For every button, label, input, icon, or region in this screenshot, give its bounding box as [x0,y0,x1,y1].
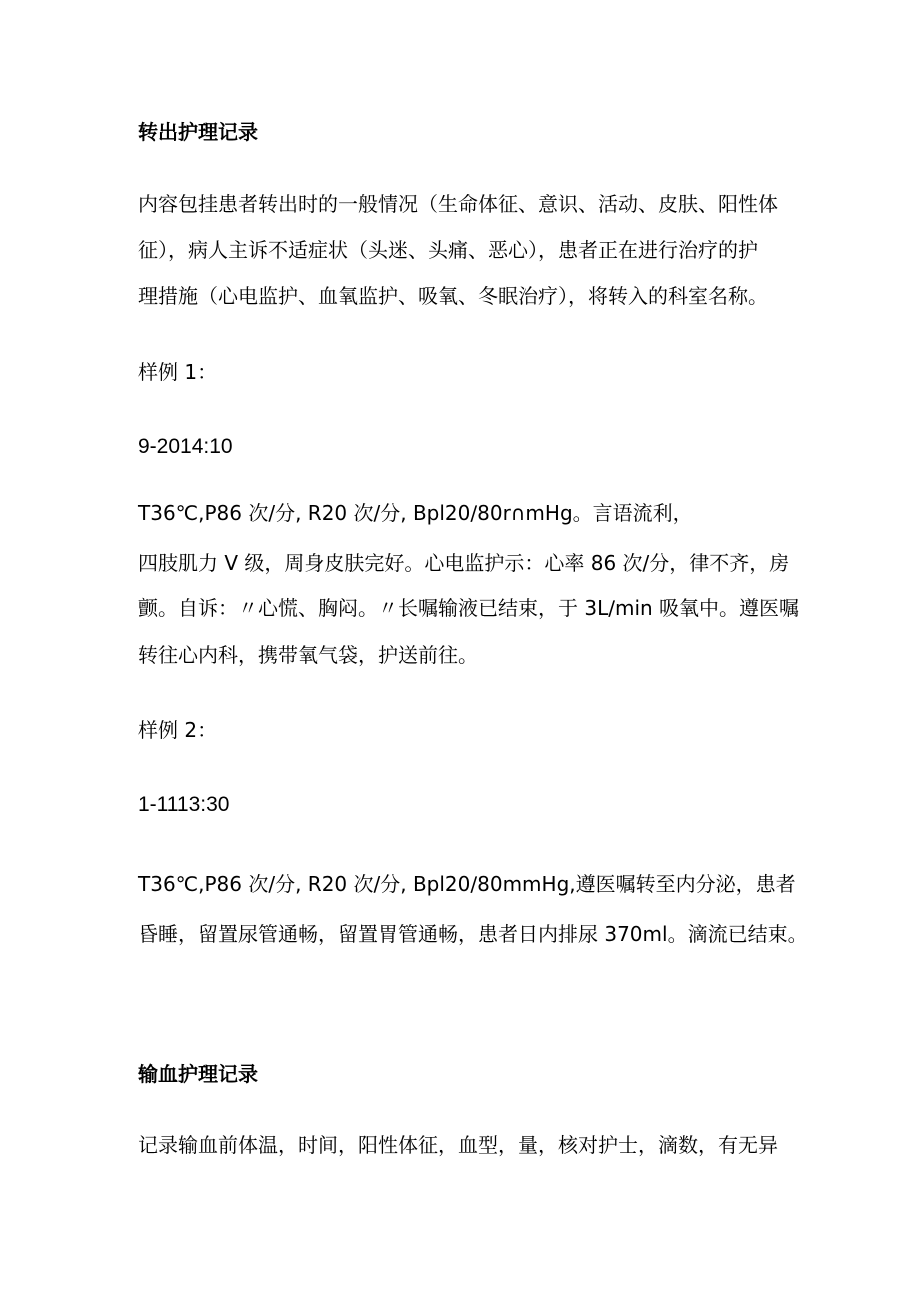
intro-line: 理措施（心电监护、血氧监护、吸氧、冬眠治疗），将转入的科室名称。 [138,284,768,308]
section-title-transfer-out: 转出护理记录 [138,120,258,144]
intro-line: 征），病人主诉不适症状（头迷、头痛、恶心），患者正在进行治疗的护 [138,238,758,262]
record-line: T36℃,P86 次/分, R20 次/分, Bpl20∕80mmHg,遵医嘱转至内分泌，患者 [138,872,796,896]
transfusion-intro [138,1135,798,1155]
intro-line: 记录输血前体温，时间，阳性体征，血型，量，核对护士，滴数，有无异 [138,1133,778,1157]
example-2-datetime: 1-1113:30 [138,793,230,816]
record-line: 四肢肌力 V 级，周身皮肤完好。心电监护示：心率 86 次/分，律不齐，房 [138,551,790,575]
example-1-datetime: 9-2014:10 [138,435,233,458]
example-2-label: 样例 2： [138,718,218,742]
record-line: 转往心内科，携带氧气袋，护送前往。 [138,643,478,667]
example-2-record [138,872,808,946]
example-1-label: 样例 1： [138,360,218,384]
intro-line: 内容包挂患者转出时的一般情况（生命体征、意识、活动、皮肤、阳性体 [138,192,778,216]
section-title-transfusion: 输血护理记录 [138,1062,258,1086]
record-line: 颤。自诉：〃心慌、胸闷。〃长嘱输液已结束，于 3L∕min 吸氧中。遵医嘱 [138,596,800,620]
transfer-out-intro [138,194,798,306]
record-line: 昏睡，留置尿管通畅，留置胃管通畅，患者日内排尿 370ml。滴流已结束。 [138,922,808,946]
record-line: T36℃,P86 次/分, R20 次/分, Bpl20∕80r∩mHg。言语流利， [138,501,693,525]
example-1-record [138,503,798,665]
